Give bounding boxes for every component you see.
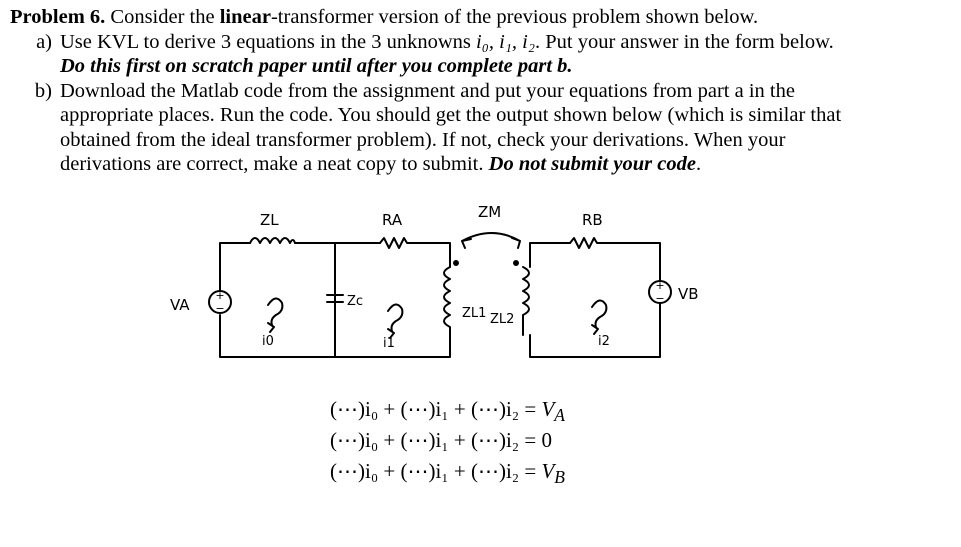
- circuit-diagram: [150, 195, 710, 375]
- vb-minus-sign: −: [655, 292, 665, 305]
- dot-primary: [453, 260, 459, 266]
- ra-label: RA: [382, 211, 403, 229]
- zl-label: ZL: [260, 211, 279, 229]
- va-label: VA: [170, 296, 190, 314]
- vb-plus-sign: +: [655, 279, 665, 292]
- i1-current-arrow: [388, 304, 402, 338]
- part-b: b) Download the Matlab code from the assignment and put your equations from part a in the: [10, 79, 950, 104]
- i2-current-arrow: [592, 300, 606, 334]
- mesh-3-wire: [530, 243, 660, 357]
- zm-label: ZM: [478, 203, 502, 221]
- part-b-label: b): [34, 79, 52, 102]
- part-a: a) Use KVL to derive 3 equations in the 3 unknowns i₀, i₁, i₂. Put your answer in the form below.: [10, 30, 950, 55]
- rb-label: RB: [582, 211, 603, 229]
- circuit-svg: [150, 195, 710, 375]
- va-minus-sign: −: [215, 302, 225, 315]
- zc-label: Zc: [347, 294, 364, 309]
- i0-current-arrow: [268, 298, 282, 332]
- equation-block: [330, 397, 565, 491]
- i1-label: i1: [383, 336, 395, 351]
- part-b-line-4: derivations are correct, make a neat copy to submit. Do not submit your code.: [60, 153, 702, 175]
- part-a-emphasis: Do this first on scratch paper until after you complete part b.: [60, 55, 573, 77]
- mesh-1-wire: [220, 243, 335, 357]
- zl1-label: ZL1: [462, 306, 487, 321]
- i0-label: i0: [262, 334, 274, 349]
- part-a-label: a): [36, 30, 52, 53]
- part-b-line-3: obtained from the ideal transformer problem). If not, check your derivations. When your: [60, 128, 786, 151]
- zl-inductor-coil: [250, 238, 295, 243]
- vb-label: VB: [678, 285, 699, 303]
- zm-coupling-arc: [462, 233, 520, 248]
- problem-heading: Problem 6.: [10, 6, 106, 28]
- zl1-coil: [444, 267, 450, 335]
- i2-label: i2: [598, 334, 610, 349]
- equation-row: (⋯)i₀ + (⋯)i₁ + (⋯)i₂ = $V_B$: [330, 459, 565, 488]
- equation-row: (⋯)i₀ + (⋯)i₁ + (⋯)i₂ = 0: [330, 428, 552, 453]
- equation-row: (⋯)i₀ + (⋯)i₁ + (⋯)i₂ = $V_A$: [330, 397, 565, 426]
- dot-secondary: [513, 260, 519, 266]
- problem-intro: Problem 6. Consider the linear-transformer version of the previous problem shown below.: [10, 6, 759, 28]
- zl2-label: ZL2: [490, 312, 515, 327]
- ra-resistor-zigzag: [380, 238, 410, 248]
- problem-text: [10, 5, 950, 177]
- zl2-coil: [523, 267, 529, 335]
- va-plus-sign: +: [215, 289, 225, 302]
- rb-resistor-zigzag: [570, 238, 600, 248]
- part-b-line-2: appropriate places. Run the code. You should get the output shown below (which is similar that: [60, 104, 842, 126]
